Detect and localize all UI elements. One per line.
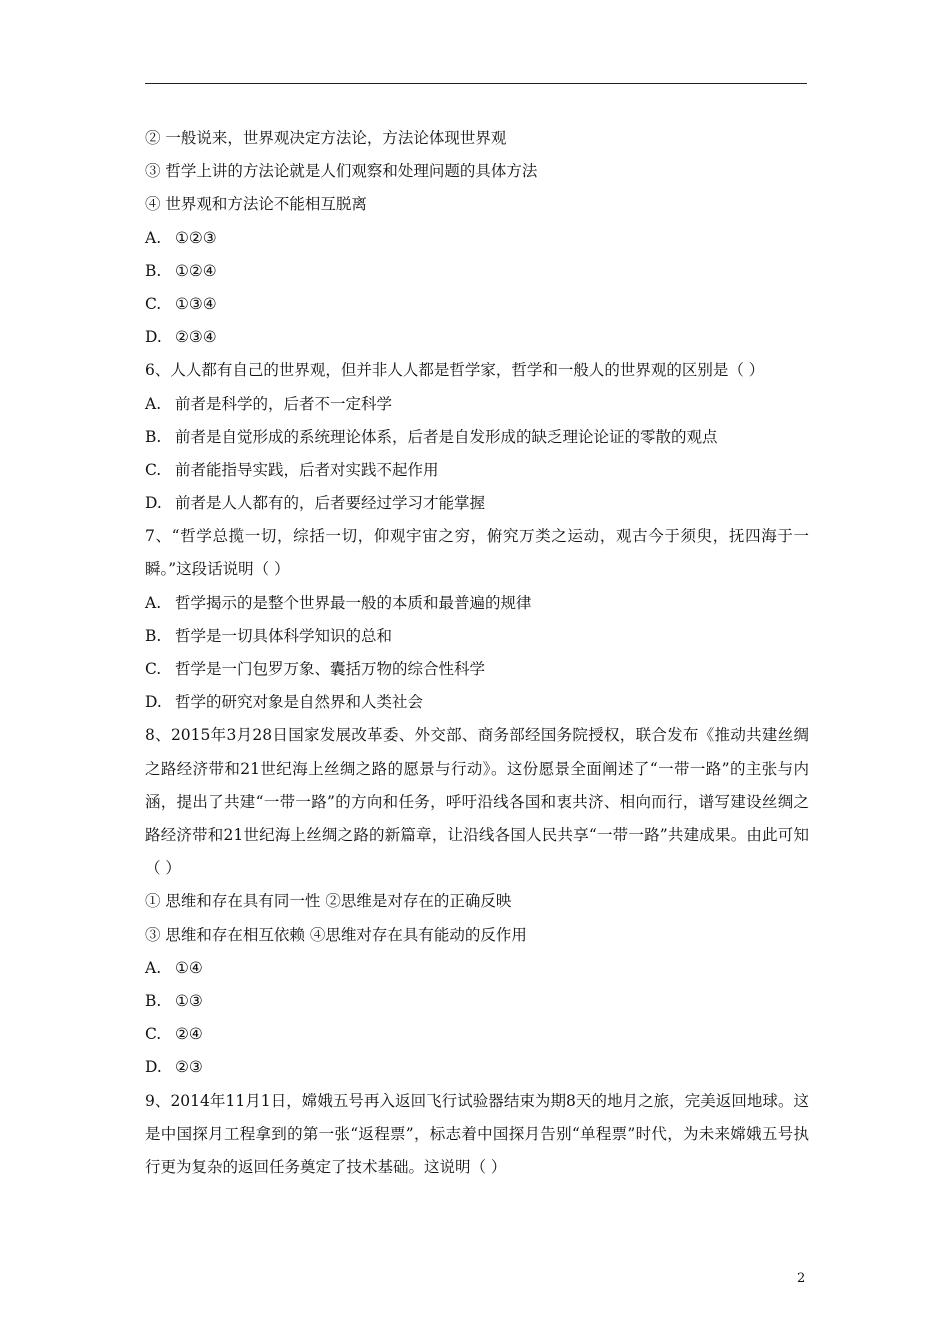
- q5-item-3: ③ 哲学上讲的方法论就是人们观察和处理问题的具体方法: [145, 162, 538, 181]
- q8-option-d: [145, 1051, 809, 1084]
- option-letter: B.: [145, 991, 162, 1010]
- q5-option-a: [145, 222, 809, 255]
- option-text: ①④: [175, 958, 203, 977]
- option-letter: A.: [145, 228, 162, 247]
- q5-option-c: [145, 288, 809, 321]
- option-letter: B.: [145, 626, 162, 645]
- q5-item-4: ④ 世界观和方法论不能相互脱离: [145, 195, 367, 214]
- option-text: ②④: [175, 1025, 203, 1044]
- option-text: 前者能指导实践，后者对实践不起作用: [175, 460, 439, 479]
- option-text: 前者是科学的，后者不一定科学: [175, 394, 393, 413]
- q6-option-b: [145, 421, 809, 454]
- page-number: 2: [797, 1271, 806, 1286]
- page-content: [145, 122, 809, 1184]
- option-letter: D.: [145, 693, 162, 712]
- q8-item-line-2: ③ 思维和存在相互依赖 ④思维对存在具有能动的反作用: [145, 925, 527, 944]
- option-text: ②③: [175, 1058, 203, 1077]
- q6-option-a: [145, 388, 809, 421]
- option-letter: C.: [145, 294, 162, 313]
- q8-option-b: [145, 985, 809, 1018]
- q6-option-d: [145, 487, 809, 520]
- option-text: 哲学是一切具体科学知识的总和: [175, 626, 393, 645]
- header-rule: [145, 83, 807, 84]
- option-text: 前者是自觉形成的系统理论体系，后者是自发形成的缺乏理论论证的零散的观点: [175, 427, 718, 446]
- option-text: ①②③: [175, 228, 217, 247]
- option-letter: C.: [145, 460, 162, 479]
- option-letter: D.: [145, 328, 162, 347]
- option-letter: D.: [145, 1058, 162, 1077]
- option-letter: D.: [145, 494, 162, 513]
- q7-option-a: [145, 587, 809, 620]
- option-text: ②③④: [175, 328, 217, 347]
- q9-stem: 9、2014年11月1日，嫦娥五号再入返回飞行试验器结束为期8天的地月之旅，完美返回地球。这是中国探月工程拿到的第一张“返程票”，标志着中国探月告别“单程票”时代，为未来嫦娥五号执行更为复杂的返回任务奠定了技术基础。这说明（ ）: [145, 1091, 809, 1176]
- q8-item-line-1: ① 思维和存在具有同一性 ②思维是对存在的正确反映: [145, 892, 512, 911]
- option-letter: C.: [145, 660, 162, 679]
- option-text: ①③④: [175, 294, 217, 313]
- option-text: 前者是人人都有的，后者要经过学习才能掌握: [175, 494, 486, 513]
- q7-option-c: [145, 653, 809, 686]
- q5-option-b: [145, 255, 809, 288]
- q5-item-2: ② 一般说来，世界观决定方法论，方法论体现世界观: [145, 129, 507, 147]
- option-text: ①③: [175, 991, 203, 1010]
- option-letter: B.: [145, 261, 162, 280]
- option-text: 哲学的研究对象是自然界和人类社会: [175, 693, 424, 712]
- q6-stem: 6、人人都有自己的世界观，但并非人人都是哲学家，哲学和一般人的世界观的区别是（ ）: [145, 361, 765, 380]
- q7-stem: 7、“哲学总揽一切，综括一切，仰观宇宙之穷，俯究万类之运动，观古今于须臾，抚四海于一瞬。”这段话说明（ ）: [145, 527, 809, 579]
- q5-option-d: [145, 321, 809, 354]
- q6-option-c: [145, 454, 809, 487]
- option-text: 哲学揭示的是整个世界最一般的本质和最普遍的规律: [175, 593, 532, 612]
- option-text: ①②④: [175, 261, 217, 280]
- q7-option-b: [145, 620, 809, 653]
- option-letter: A.: [145, 394, 162, 413]
- q8-option-a: [145, 952, 809, 985]
- option-letter: C.: [145, 1025, 162, 1044]
- q8-option-c: [145, 1018, 809, 1051]
- q8-stem: 8、2015年3月28日国家发展改革委、外交部、商务部经国务院授权，联合发布《推动共建丝绸之路经济带和21世纪海上丝绸之路的愿景与行动》。这份愿景全面阐述了“一带一路”的主张与内涵，提出了共建“一带一路”的方向和任务，呼吁沿线各国和衷共济、相向而行，谱写建设丝绸之路经济带和21世纪海上丝绸之路的新篇章，让沿线各国人民共享“一带一路”共建成果。由此可知（ ）: [145, 726, 809, 878]
- q7-option-d: [145, 686, 809, 719]
- option-letter: A.: [145, 958, 162, 977]
- option-letter: A.: [145, 593, 162, 612]
- option-text: 哲学是一门包罗万象、囊括万物的综合性科学: [175, 660, 486, 679]
- option-letter: B.: [145, 427, 162, 446]
